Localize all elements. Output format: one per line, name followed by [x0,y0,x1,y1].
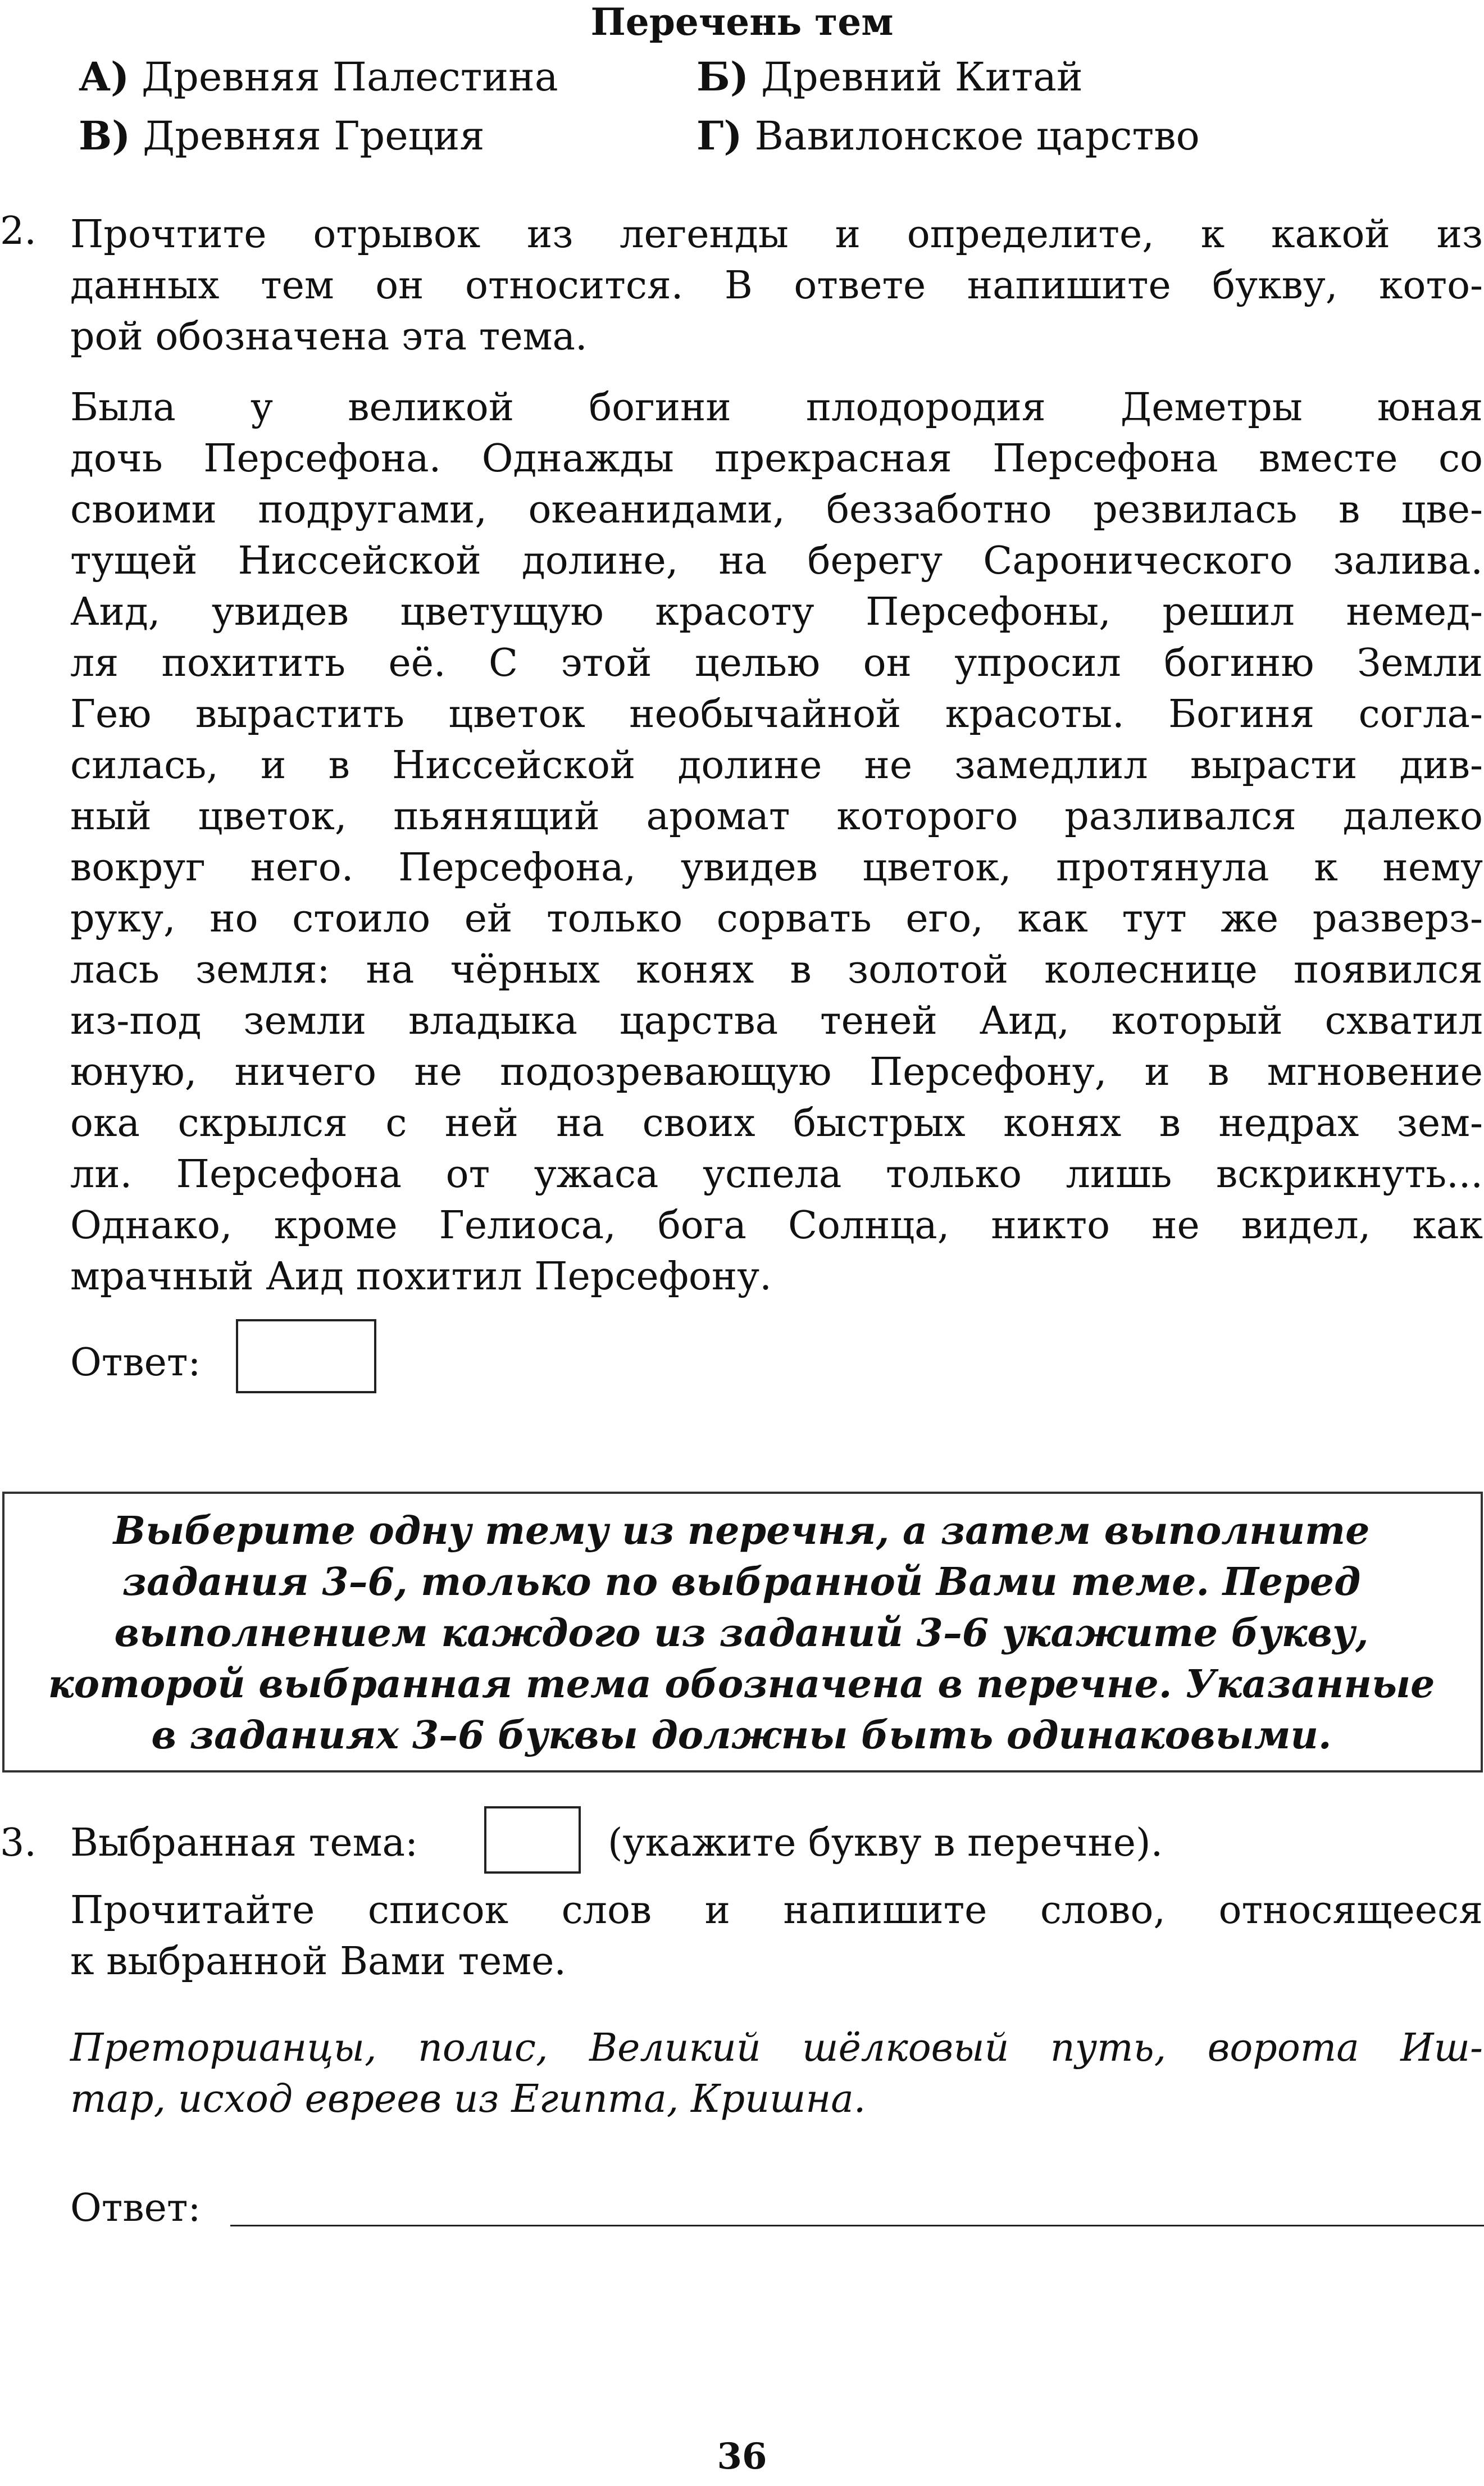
word-line: Преторианцы, полис, Великий шёлковый путь, ворота Иш- [70,2026,1483,2070]
passage-line: лась земля: на чёрных конях в золотой колеснице появился [70,948,1483,992]
instruction-line: в заданиях 3–6 буквы должны быть одинаковыми. [151,1713,1332,1758]
passage-line: Была у великой богини плодородия Деметры юная [70,385,1483,430]
passage-line: юную, ничего не подозревающую Персефону, и в мгновение [70,1050,1483,1094]
task3-chosen-hint: (укажите букву в перечне). [608,1821,1163,1865]
topic-item [79,112,485,159]
passage-line: Аид, увидев цветущую красоту Персефоны, решил немед- [70,590,1483,634]
topic-name: Древняя Греция [143,113,485,159]
passage-line: тущей Ниссейской долине, на берегу Саронического залива. [70,539,1483,583]
prompt-line: рой обозначена эта тема. [70,315,588,359]
instruction-line: выполнением каждого из заданий 3–6 укажите букву, [114,1611,1369,1656]
topic-name: Древний Китай [761,54,1083,100]
instruction-line: задания 3–6, только по выбранной Вами теме. Перед [122,1560,1361,1605]
task3-prompt [70,1885,1483,1987]
passage-line: ли. Персефона от ужаса успела только лишь вскрикнуть... [70,1152,1483,1197]
instruction-text [17,1506,1466,1761]
task3-number: 3. [0,1821,37,1865]
topics-title: Перечень тем [590,0,894,44]
prompt-line: данных тем он относится. В ответе напишите букву, кото- [70,263,1483,308]
prompt-line: Прочтите отрывок из легенды и определите, к какой из [70,212,1483,257]
topic-letter: Г) [697,112,743,159]
passage-line: Гею вырастить цветок необычайной красоты. Богиня согла- [70,692,1483,737]
task2-answer-box[interactable] [236,1319,376,1393]
passage-line: из-под земли владыка царства теней Аид, который схватил [70,999,1483,1043]
legend-passage [70,382,1483,1302]
task3-answer-label: Ответ: [70,2186,201,2230]
passage-line: ока скрылся с ней на своих быстрых конях в недрах зем- [70,1101,1483,1146]
prompt-line: к выбранной Вами теме. [70,1939,567,1984]
passage-line: дочь Персефона. Однажды прекрасная Персефона вместе со [70,437,1483,481]
page-number: 36 [717,2435,767,2478]
topic-item [697,53,1083,100]
instruction-line: Выберите одну тему из перечня, а затем выполните [113,1508,1370,1553]
word-line: тар, исход евреев из Египта, Кришна. [70,2077,866,2121]
topic-item [79,53,558,100]
passage-line: мрачный Аид похитил Персефону. [70,1255,772,1299]
topic-item [697,112,1200,159]
passage-line: ля похитить её. С этой целью он упросил богиню Земли [70,641,1483,685]
task3-topic-letter-box[interactable] [484,1806,581,1874]
passage-line: Однако, кроме Гелиоса, бога Солнца, никто не видел, как [70,1203,1483,1248]
topic-letter: Б) [697,53,749,100]
task2-answer-label: Ответ: [70,1340,201,1385]
passage-line: своими подругами, океанидами, беззаботно резвилась в цве- [70,488,1483,532]
task2-prompt [70,209,1483,362]
topic-letter: В) [79,112,131,159]
passage-line: вокруг него. Персефона, увидев цветок, протянула к нему [70,846,1483,890]
topic-letter: А) [79,53,130,100]
task3-chosen-label: Выбранная тема: [70,1821,418,1865]
passage-line: силась, и в Ниссейской долине не замедлил вырасти див- [70,743,1483,788]
passage-line: руку, но стоило ей только сорвать его, как тут же разверз- [70,897,1483,941]
topic-name: Вавилонское царство [754,113,1200,159]
instruction-line: которой выбранная тема обозначена в перечне. Указанные [48,1662,1435,1707]
prompt-line: Прочитайте список слов и напишите слово, относящееся [70,1888,1483,1933]
topic-name: Древняя Палестина [142,54,558,100]
passage-line: ный цветок, пьянящий аромат которого разливался далеко [70,794,1483,839]
task3-word-list [70,2023,1483,2125]
task2-number: 2. [0,209,37,253]
task3-answer-line[interactable] [230,2225,1484,2226]
